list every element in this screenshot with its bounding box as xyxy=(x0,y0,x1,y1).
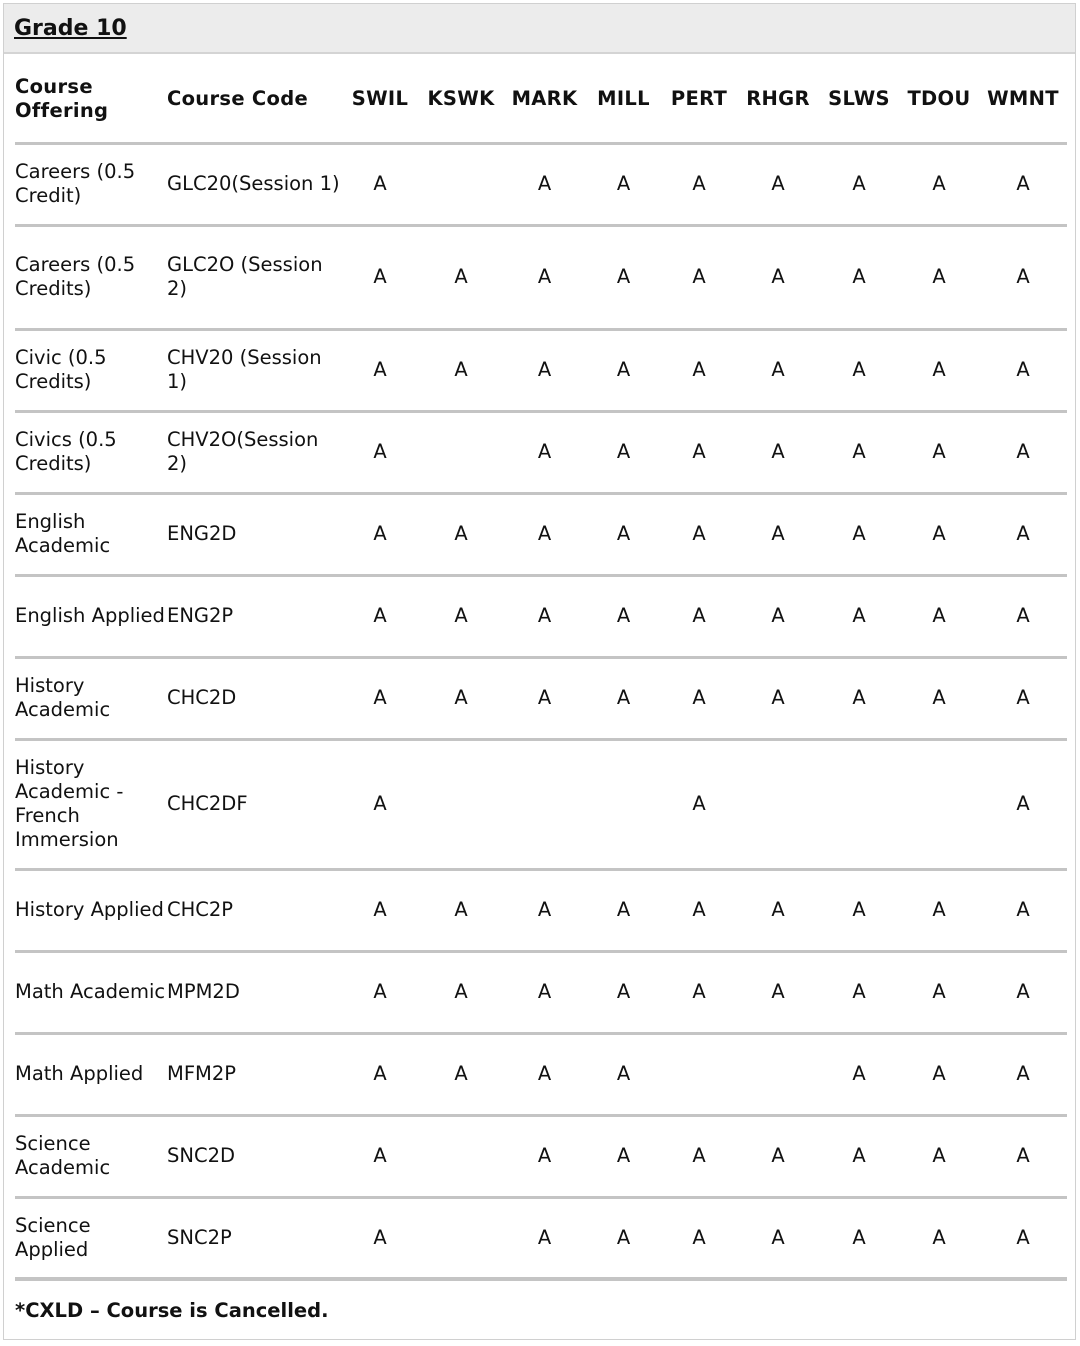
availability-cell: A xyxy=(899,951,979,1033)
course-offering-cell: English Applied xyxy=(15,575,167,657)
availability-cell: A xyxy=(341,493,419,575)
course-offering-cell: Math Applied xyxy=(15,1033,167,1115)
availability-cell: A xyxy=(586,225,661,329)
availability-cell xyxy=(737,1033,819,1115)
availability-cell: A xyxy=(661,575,737,657)
availability-cell: A xyxy=(586,1033,661,1115)
availability-cell: A xyxy=(586,657,661,739)
availability-cell: A xyxy=(341,411,419,493)
availability-cell: A xyxy=(979,1033,1067,1115)
availability-cell xyxy=(503,739,586,869)
header-tdou: TDOU xyxy=(907,87,971,111)
availability-cell: A xyxy=(899,1197,979,1279)
header-kswk: KSWK xyxy=(427,87,495,111)
course-offering-cell: History Academic xyxy=(15,657,167,739)
course-offering-cell: English Academic xyxy=(15,493,167,575)
course-code-cell: MPM2D xyxy=(167,951,341,1033)
availability-cell: A xyxy=(503,493,586,575)
availability-cell: A xyxy=(503,1033,586,1115)
table-body xyxy=(15,143,1067,1279)
course-offering-cell: History Academic - French Immersion xyxy=(15,739,167,869)
availability-cell: A xyxy=(341,329,419,411)
header-swil: SWIL xyxy=(351,87,409,111)
availability-cell: A xyxy=(819,1115,899,1197)
availability-cell: A xyxy=(503,329,586,411)
course-code-cell: CHC2P xyxy=(167,869,341,951)
availability-cell: A xyxy=(503,575,586,657)
availability-cell: A xyxy=(899,869,979,951)
availability-cell xyxy=(419,143,503,225)
course-code-cell: SNC2D xyxy=(167,1115,341,1197)
availability-cell: A xyxy=(503,1115,586,1197)
availability-cell: A xyxy=(979,225,1067,329)
table-row xyxy=(15,143,1067,225)
availability-cell: A xyxy=(503,143,586,225)
course-code-cell: CHC2D xyxy=(167,657,341,739)
availability-cell: A xyxy=(661,1115,737,1197)
availability-cell: A xyxy=(737,329,819,411)
course-code-cell: GLC2O (Session 2) xyxy=(167,225,341,329)
course-code-cell: CHV20 (Session 1) xyxy=(167,329,341,411)
availability-cell xyxy=(419,1115,503,1197)
course-code-cell: CHC2DF xyxy=(167,739,341,869)
table-row xyxy=(15,739,1067,869)
availability-cell: A xyxy=(341,657,419,739)
availability-cell: A xyxy=(503,1197,586,1279)
availability-cell: A xyxy=(341,225,419,329)
course-code-cell: ENG2D xyxy=(167,493,341,575)
availability-cell: A xyxy=(419,493,503,575)
availability-cell: A xyxy=(661,951,737,1033)
availability-cell: A xyxy=(979,657,1067,739)
header-rhgr: RHGR xyxy=(746,87,810,111)
footnote-row xyxy=(15,1279,1067,1341)
title-bar xyxy=(4,4,1075,54)
table-row xyxy=(15,869,1067,951)
availability-cell: A xyxy=(503,225,586,329)
availability-cell: A xyxy=(899,225,979,329)
course-offering-cell: Civic (0.5 Credits) xyxy=(15,329,167,411)
grade-title: Grade 10 xyxy=(14,15,127,41)
availability-cell: A xyxy=(979,143,1067,225)
availability-cell: A xyxy=(819,143,899,225)
availability-cell: A xyxy=(979,951,1067,1033)
availability-cell: A xyxy=(979,493,1067,575)
availability-cell: A xyxy=(899,1033,979,1115)
availability-cell xyxy=(661,1033,737,1115)
availability-cell: A xyxy=(737,575,819,657)
availability-cell: A xyxy=(819,869,899,951)
course-code-cell: ENG2P xyxy=(167,575,341,657)
course-code-cell: CHV2O(Session 2) xyxy=(167,411,341,493)
availability-cell: A xyxy=(341,951,419,1033)
availability-cell: A xyxy=(586,1115,661,1197)
header-slws: SLWS xyxy=(828,87,890,111)
availability-cell: A xyxy=(819,575,899,657)
availability-cell: A xyxy=(819,1197,899,1279)
table-row xyxy=(15,1197,1067,1279)
availability-cell xyxy=(737,739,819,869)
availability-cell: A xyxy=(341,739,419,869)
course-offering-cell: Careers (0.5 Credits) xyxy=(15,225,167,329)
availability-cell: A xyxy=(819,1033,899,1115)
table-row xyxy=(15,657,1067,739)
course-offering-cell: Careers (0.5 Credit) xyxy=(15,143,167,225)
availability-cell: A xyxy=(819,951,899,1033)
availability-cell: A xyxy=(819,493,899,575)
table-row xyxy=(15,329,1067,411)
availability-cell: A xyxy=(341,869,419,951)
availability-cell: A xyxy=(419,869,503,951)
availability-cell: A xyxy=(419,657,503,739)
availability-cell: A xyxy=(899,657,979,739)
availability-cell: A xyxy=(419,575,503,657)
header-course-offering: Course Offering xyxy=(15,75,109,123)
availability-cell: A xyxy=(737,225,819,329)
course-code-cell: SNC2P xyxy=(167,1197,341,1279)
availability-cell: A xyxy=(661,739,737,869)
availability-cell: A xyxy=(341,1033,419,1115)
course-code-cell: GLC20(Session 1) xyxy=(167,143,341,225)
table-row xyxy=(15,411,1067,493)
availability-cell: A xyxy=(899,329,979,411)
availability-cell: A xyxy=(899,575,979,657)
table-row xyxy=(15,1033,1067,1115)
table-row xyxy=(15,493,1067,575)
availability-cell: A xyxy=(586,411,661,493)
course-offering-cell: Math Academic xyxy=(15,951,167,1033)
availability-cell: A xyxy=(819,411,899,493)
availability-cell: A xyxy=(737,411,819,493)
availability-cell: A xyxy=(737,143,819,225)
availability-cell: A xyxy=(341,143,419,225)
availability-cell xyxy=(586,739,661,869)
table-row xyxy=(15,951,1067,1033)
availability-cell: A xyxy=(661,225,737,329)
availability-cell: A xyxy=(419,329,503,411)
availability-cell: A xyxy=(819,657,899,739)
header-pert: PERT xyxy=(670,87,728,111)
course-code-cell: MFM2P xyxy=(167,1033,341,1115)
availability-cell: A xyxy=(586,329,661,411)
availability-cell: A xyxy=(503,411,586,493)
availability-cell: A xyxy=(819,329,899,411)
availability-cell: A xyxy=(419,1033,503,1115)
course-table xyxy=(15,57,1067,1341)
availability-cell: A xyxy=(661,869,737,951)
availability-cell: A xyxy=(661,143,737,225)
availability-cell: A xyxy=(661,493,737,575)
header-row xyxy=(15,57,1067,143)
availability-cell: A xyxy=(341,1115,419,1197)
availability-cell: A xyxy=(899,143,979,225)
availability-cell: A xyxy=(586,143,661,225)
availability-cell: A xyxy=(419,225,503,329)
availability-cell: A xyxy=(419,951,503,1033)
availability-cell: A xyxy=(899,493,979,575)
course-offering-cell: Science Applied xyxy=(15,1197,167,1279)
availability-cell: A xyxy=(979,329,1067,411)
availability-cell: A xyxy=(503,951,586,1033)
table-row xyxy=(15,575,1067,657)
availability-cell: A xyxy=(979,1197,1067,1279)
availability-cell: A xyxy=(586,951,661,1033)
availability-cell: A xyxy=(979,739,1067,869)
availability-cell: A xyxy=(586,1197,661,1279)
availability-cell: A xyxy=(661,329,737,411)
table-row xyxy=(15,225,1067,329)
availability-cell xyxy=(419,739,503,869)
header-mark: MARK xyxy=(511,87,578,111)
header-mill: MILL xyxy=(597,87,650,111)
availability-cell: A xyxy=(737,869,819,951)
availability-cell xyxy=(419,411,503,493)
header-course-code: Course Code xyxy=(167,87,309,111)
availability-cell: A xyxy=(819,225,899,329)
availability-cell: A xyxy=(737,657,819,739)
availability-cell xyxy=(419,1197,503,1279)
availability-cell: A xyxy=(979,1115,1067,1197)
course-table-panel xyxy=(3,3,1076,1340)
availability-cell: A xyxy=(979,411,1067,493)
availability-cell: A xyxy=(737,951,819,1033)
course-offering-cell: History Applied xyxy=(15,869,167,951)
header-wmnt: WMNT xyxy=(987,87,1059,111)
availability-cell: A xyxy=(737,1197,819,1279)
course-offering-cell: Civics (0.5 Credits) xyxy=(15,411,167,493)
course-offering-cell: Science Academic xyxy=(15,1115,167,1197)
availability-cell xyxy=(819,739,899,869)
footnote: *CXLD – Course is Cancelled. xyxy=(15,1279,1067,1341)
availability-cell: A xyxy=(661,411,737,493)
availability-cell: A xyxy=(979,575,1067,657)
availability-cell: A xyxy=(341,575,419,657)
availability-cell: A xyxy=(899,411,979,493)
availability-cell: A xyxy=(586,869,661,951)
availability-cell: A xyxy=(737,493,819,575)
availability-cell: A xyxy=(661,1197,737,1279)
availability-cell: A xyxy=(586,575,661,657)
availability-cell: A xyxy=(586,493,661,575)
availability-cell: A xyxy=(341,1197,419,1279)
availability-cell: A xyxy=(661,657,737,739)
table-row xyxy=(15,1115,1067,1197)
availability-cell xyxy=(899,739,979,869)
availability-cell: A xyxy=(737,1115,819,1197)
availability-cell: A xyxy=(979,869,1067,951)
availability-cell: A xyxy=(899,1115,979,1197)
availability-cell: A xyxy=(503,657,586,739)
availability-cell: A xyxy=(503,869,586,951)
